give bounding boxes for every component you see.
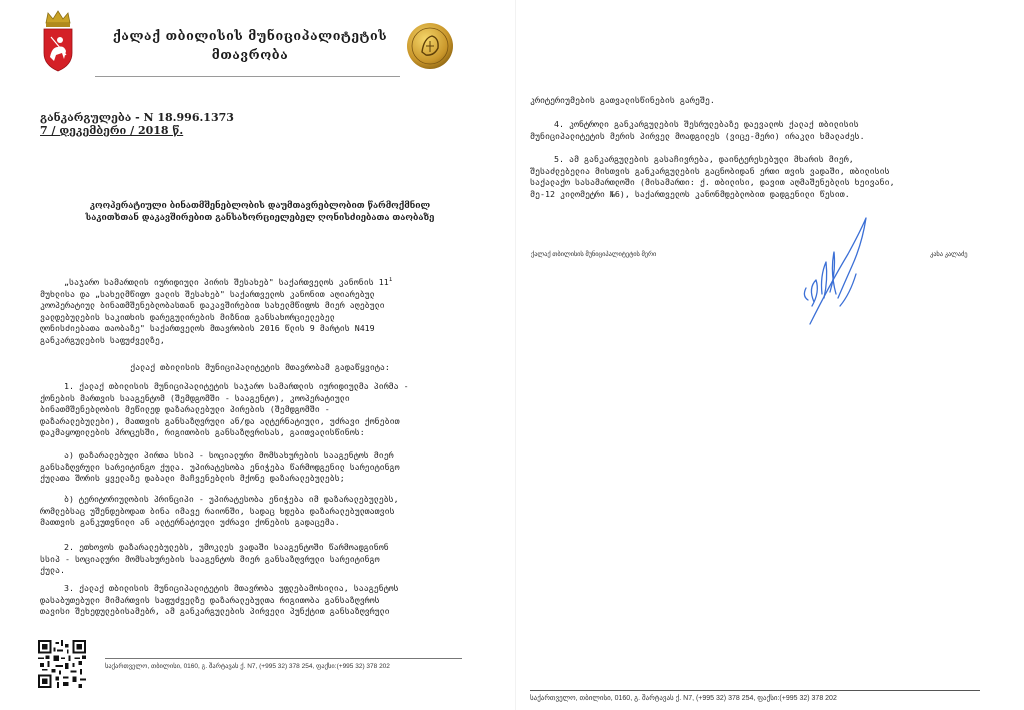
item-4	[530, 119, 970, 142]
preamble-line-5: ღონისძიებათა თაობაზე" საქართველოს მთავრობის 2016 წლის 9 მარტის N419	[40, 323, 375, 334]
item-1b-line-1: ბ) ტერიტორიულობის პრინციპი - უპირატესობა ენიჭება იმ დაზარალებულებს,	[64, 494, 399, 504]
issuer-title-line-1: ქალაქ თბილისის მუნიციპალიტეტის	[112, 28, 388, 43]
preamble-line-3: კოოპერატიულ ბინათმშენებლობასთან დაკავშირებით სახელმწიფოს მიერ აღებული	[40, 300, 385, 311]
item-1a-line-1: ა) დაზარალებული პირთა სსიპ - სოციალური მომსახურების სააგენტოს მიერ	[64, 450, 394, 460]
gold-seal-icon	[406, 22, 454, 70]
preamble-line-2: მუხლისა და „სახელმწიფო ვალის შესახებ" საქართველოს კანონით აღიარებულ	[40, 288, 375, 299]
item-1-line-5: დაკმაყოფილების პროცესში, რიგითობის განსაზღვრისას, გაითვალისწინოს:	[40, 427, 365, 438]
item-2-line-1: 2. ეთხოვოს დაზარალებულებს, უმოკლეს ვადაში სააგენტოში წარმოადგინონ	[64, 542, 389, 552]
item-1b-line-2: რომლებსაც უშენდებოდათ ბინა იმავე რაიონში, სადაც ხდება დაზარალებულთათვის	[40, 505, 395, 516]
decision-heading: ქალაქ თბილისის მუნიციპალიტეტის მთავრობამ გადაწყვიტა:	[130, 362, 390, 372]
item-1a-line-2: განსაზღვრული სარეიტინგო ქულა. უპირატესობა ენიჭება წარმოდგენილ სარეიტინგო	[40, 461, 400, 472]
item-5-line-1: 5. ამ განკარგულების გასაჩივრება, დაინტერესებული მხარის მიერ,	[554, 154, 854, 164]
item-1-line-1: 1. ქალაქ თბილისის მუნიციპალიტეტის საჯარო სამართლის იურიდიულმა პირმა -	[64, 381, 409, 391]
item-4-line-1: 4. კონტროლი განკარგულების შესრულებაზე დაევალოს ქალაქ თბილისის	[554, 119, 859, 129]
continuation-line: კრიტერიუმების გათვალისწინების გარეშე.	[530, 95, 715, 105]
item-3-line-2: დასაბუთებული მიმართვის საფუძველზე დაზარალებულთა რიგითობა განსაზღვროს	[40, 594, 380, 605]
item-5-line-2: შესაძლებელია მისთვის განკარგულების გაცნობიდან ერთი თვის ვადაში, თბილისის	[530, 165, 890, 176]
item-1a-line-3: ქულათა შორის ყველაზე დაბალი მაჩვენებლის მქონე დაზარალებულებს;	[40, 473, 345, 484]
continuation-paragraph	[530, 95, 970, 107]
footer-rule-left	[105, 658, 462, 659]
item-1b	[40, 494, 480, 529]
item-3	[40, 583, 480, 618]
preamble-line-4: ვალდებულების საკითხის დარეგულირების მიზნით განსახორციელებელ	[40, 311, 335, 322]
document-title-line-2: საკითხთან დაკავშირებით განსახორციელებელ ღონისძიებათა თაობაზე	[85, 213, 435, 223]
item-5	[530, 154, 970, 200]
item-1-line-3: ბინათმშენებლობის მეწილედ დაზარალებული პირების (შემდგომში -	[40, 404, 330, 415]
order-number: განკარგულება - N 18.996.1373	[40, 111, 234, 124]
item-5-line-4: მე-12 კილომეტრი №6), საქართველოს კანონმდებლობით დადგენილი წესით.	[530, 188, 850, 199]
item-3-line-3: თავისი შეხედულებისამებრ, ამ განკარგულების პირველი პუნქტით განსაზღვრული	[40, 606, 390, 617]
signatory-title: ქალაქ თბილისის მუნიციპალიტეტის მერი	[531, 251, 657, 258]
item-1-line-4: დაზარალებულები), მათთვის განსაზღვრული ან/და ალტერნატიული, უძრავი ქონებით	[40, 415, 400, 426]
item-3-line-1: 3. ქალაქ თბილისის მუნიციპალიტეტის მთავრობა უფლებამოსილია, სააგენტოს	[64, 583, 399, 593]
item-5-line-3: საქალაქო სასამართლოში (მისამართი: ქ. თბილისი, დავით აღმაშენებლის ხეივანი,	[530, 177, 895, 188]
preamble-paragraph	[40, 277, 480, 347]
item-1-line-2: ქონების მართვის სააგენტომ (შემდგომში - სააგენტო), კოოპერატიული	[40, 392, 350, 403]
issuer-title	[95, 26, 405, 64]
footer-rule-right	[530, 690, 980, 691]
issuer-title-line-2: მთავრობა	[211, 47, 289, 62]
preamble-line-6: განკარგულების საფუძველზე,	[40, 334, 165, 345]
footer-address-left: საქართველო, თბილისი, 0160, გ. შარტავას ქ. N7, (+995 32) 378 254, ფაქსი:(+995 32) 378 202	[105, 663, 390, 670]
tbilisi-coat-of-arms-icon	[40, 9, 76, 73]
document-title	[80, 200, 440, 224]
item-2-line-2: სსიპ - სოციალური მომსახურების სააგენტოს მიერ განსაზღვრული სარეიტინგო	[40, 553, 380, 564]
handwritten-signature-icon	[800, 214, 880, 328]
item-4-line-2: მუნიციპალიტეტის მერის პირველ მოადგილეს (ვიცე-მერი) ირაკლი ხმალაძეს.	[530, 130, 865, 141]
item-1b-line-3: მათთვის განკუთვნილი ან ალტერნატიული უძრავი ქონების გადაცემა.	[40, 517, 340, 528]
footnote-superscript: 1	[388, 277, 393, 284]
item-1	[40, 381, 480, 439]
preamble-line-1: „საჯარო სამართლის იურიდიული პირის შესახებ" საქართველოს კანონის $11^1$	[64, 277, 393, 287]
item-2-line-3: ქულა.	[40, 565, 65, 576]
document-title-line-1: კოოპერატიული ბინათმშენებლობის დაუმთავრებლობით წარმოქმნილ	[89, 201, 431, 211]
qr-code-icon[interactable]	[38, 640, 86, 688]
item-1a	[40, 450, 480, 485]
footer-address-right: საქართველო, თბილისი, 0160, გ. შარტავას ქ. N7, (+995 32) 378 254, ფაქსი:(+995 32) 378 202	[530, 695, 837, 702]
signatory-name: კახა კალაძე	[930, 251, 968, 258]
item-2	[40, 542, 480, 577]
order-date: 7 / დეკემბერი / 2018 წ.	[40, 124, 184, 137]
decision-heading-block	[40, 362, 480, 374]
header-rule	[95, 76, 400, 77]
